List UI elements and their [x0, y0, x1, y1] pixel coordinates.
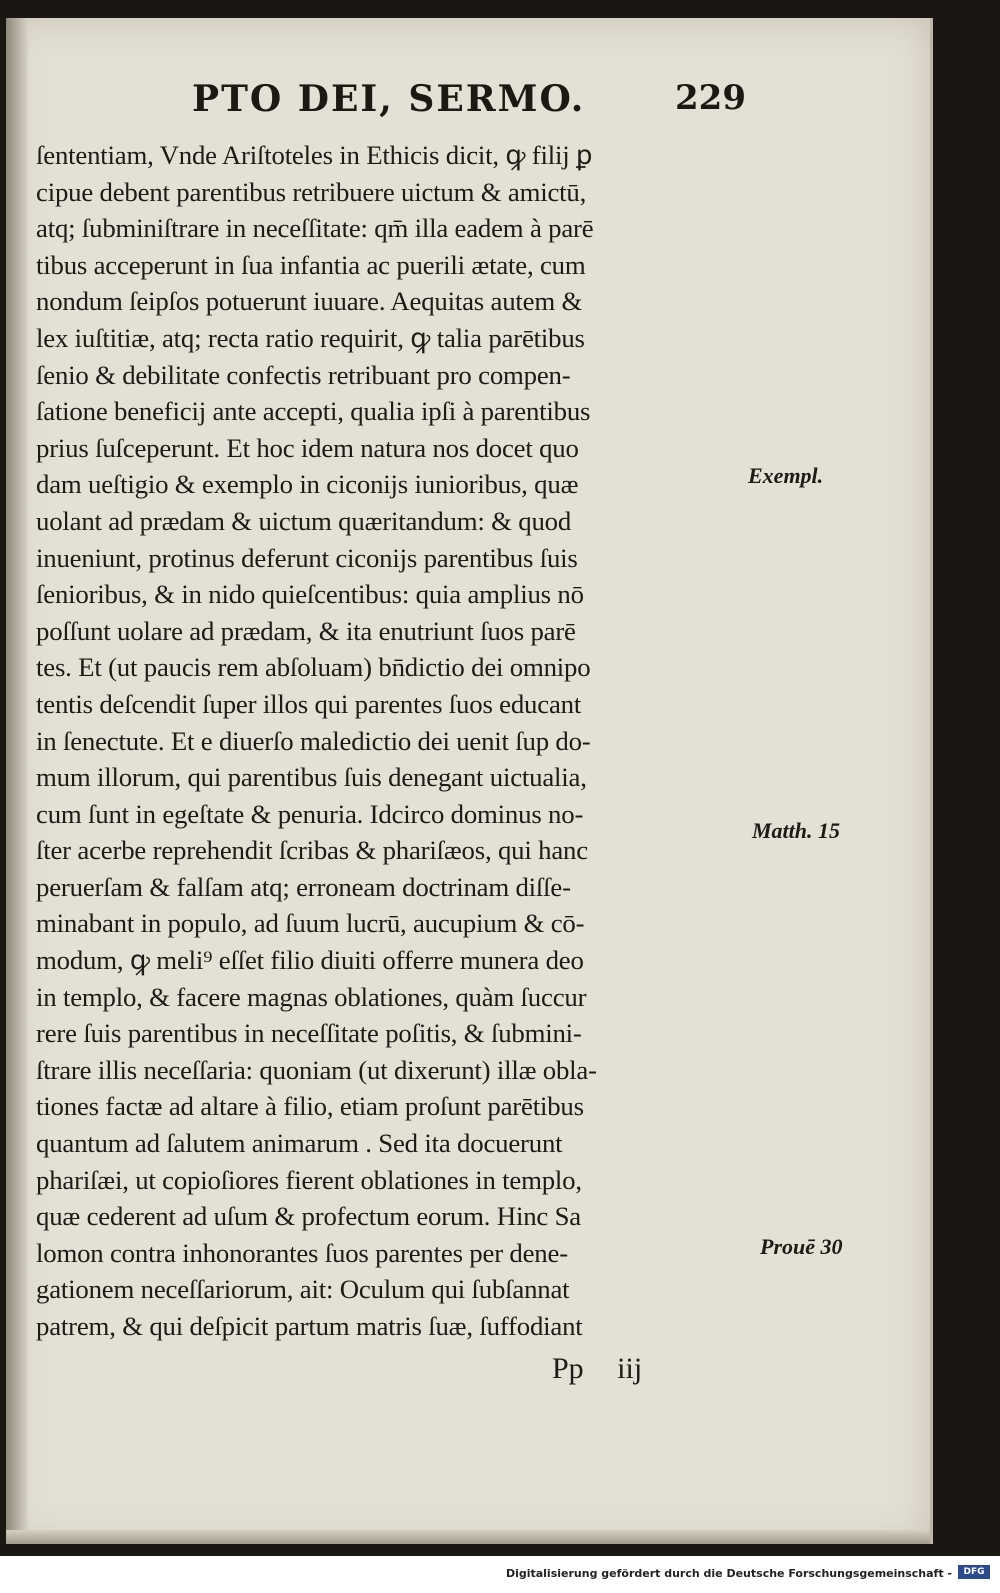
text-line: patrem, & qui deſpicit partum matris ſuæ, ſuffodiant	[36, 1311, 583, 1341]
text-line: peruerſam & falſam atq; erroneam doctrinam diſſe-	[36, 871, 571, 902]
text-line: ſatione beneficij ante accepti, qualia ipſi à parentibus	[36, 396, 591, 427]
text-line: uolant ad prædam & uictum quæritandum: & quod	[36, 505, 572, 536]
text-line: tes. Et (ut paucis rem abſoluam) bn̄dictio dei omnipo	[36, 652, 591, 683]
signature-mark: Pp iij	[552, 1352, 643, 1385]
text-line: ſenioribus, & in nido quieſcentibus: quia amplius nō	[36, 579, 584, 610]
text-line: poſſunt uolare ad prædam, & ita enutriunt ſuos parē	[36, 615, 576, 646]
margin-note-exemplum: Exempl.	[748, 463, 824, 488]
text-line: inueniunt, protinus deferunt ciconijs parentibus ſuis	[36, 542, 578, 573]
text-line: dam ueſtigio & exemplo in ciconijs iunioribus, quæ	[36, 469, 579, 500]
text-line: lex iuſtitiæ, atq; recta ratio requirit, ꝙ talia parētibus	[36, 322, 585, 353]
text-line: tiones factæ ad altare à filio, etiam proſunt parētibus	[36, 1091, 584, 1122]
text-line: rere ſuis parentibus in neceſſitate poſitis, & ſubmini-	[36, 1018, 582, 1049]
text-line: tibus acceperunt in ſua infantia ac puerili ætate, cum	[36, 249, 586, 280]
text-line: atq; ſubminiſtrare in neceſſitate: qm̄ illa eadem à parē	[36, 213, 594, 244]
text-line: nondum ſeipſos potuerunt iuuare. Aequitas autem &	[36, 286, 583, 317]
footer-credit: Digitalisierung gefördert durch die Deutsche Forschungsgemeinschaft -	[505, 1567, 952, 1580]
text-line: tentis deſcendit ſuper illos qui parentes ſuos educant	[36, 688, 582, 719]
body-text	[36, 137, 766, 1345]
text-line: quantum ad ſalutem animarum . Sed ita docuerunt	[36, 1128, 563, 1159]
text-line: prius ſuſceperunt. Et hoc idem natura nos docet quo	[36, 432, 579, 463]
text-line: modum, ꝙ meli⁹ eſſet filio diuiti offerre munera deo	[36, 945, 584, 976]
page-gutter	[6, 18, 28, 1544]
text-line: ſter acerbe reprehendit ſcribas & phariſæos, qui hanc	[36, 835, 588, 866]
text-line: gationem neceſſariorum, ait: Oculum qui ſubſannat	[36, 1274, 570, 1305]
text-line: ſenio & debilitate confectis retribuant pro compen-	[36, 359, 571, 390]
text-line: cum ſunt in egeſtate & penuria. Idcirco dominus no-	[36, 798, 584, 829]
text-line: minabant in populo, ad ſuum lucrū, aucupium & cō-	[36, 908, 585, 939]
text-line: mum illorum, qui parentibus ſuis denegant uictualia,	[36, 762, 587, 793]
page-number: 229	[675, 78, 746, 118]
text-line: cipue debent parentibus retribuere uictum & amictū,	[36, 176, 587, 207]
text-line: ſententiam, Vnde Ariſtoteles in Ethicis dicit, ꝙ filij ꝑ	[36, 140, 593, 170]
text-line: in templo, & facere magnas oblationes, quàm ſuccur	[36, 981, 587, 1012]
text-line: in ſenectute. Et e diuerſo maledictio dei uenit ſup do-	[36, 725, 591, 756]
margin-note-prouer: Prouē 30	[760, 1234, 843, 1259]
text-line: quæ cederent ad uſum & profectum eorum. Hinc Sa	[36, 1201, 581, 1232]
page-bottom-edge	[6, 1530, 930, 1544]
running-head: PTO DEI, SERMO.	[192, 78, 586, 120]
text-line: phariſæi, ut copioſiores fierent oblationes in templo,	[36, 1164, 582, 1195]
margin-note-matth: Matth. 15	[752, 818, 841, 843]
text-line: ſtrare illis neceſſaria: quoniam (ut dixerunt) illæ obla-	[36, 1054, 597, 1085]
text-line: lomon contra inhonorantes ſuos parentes per dene-	[36, 1237, 568, 1268]
footer-bar	[0, 1556, 1000, 1593]
dfg-logo: DFG	[958, 1565, 990, 1579]
